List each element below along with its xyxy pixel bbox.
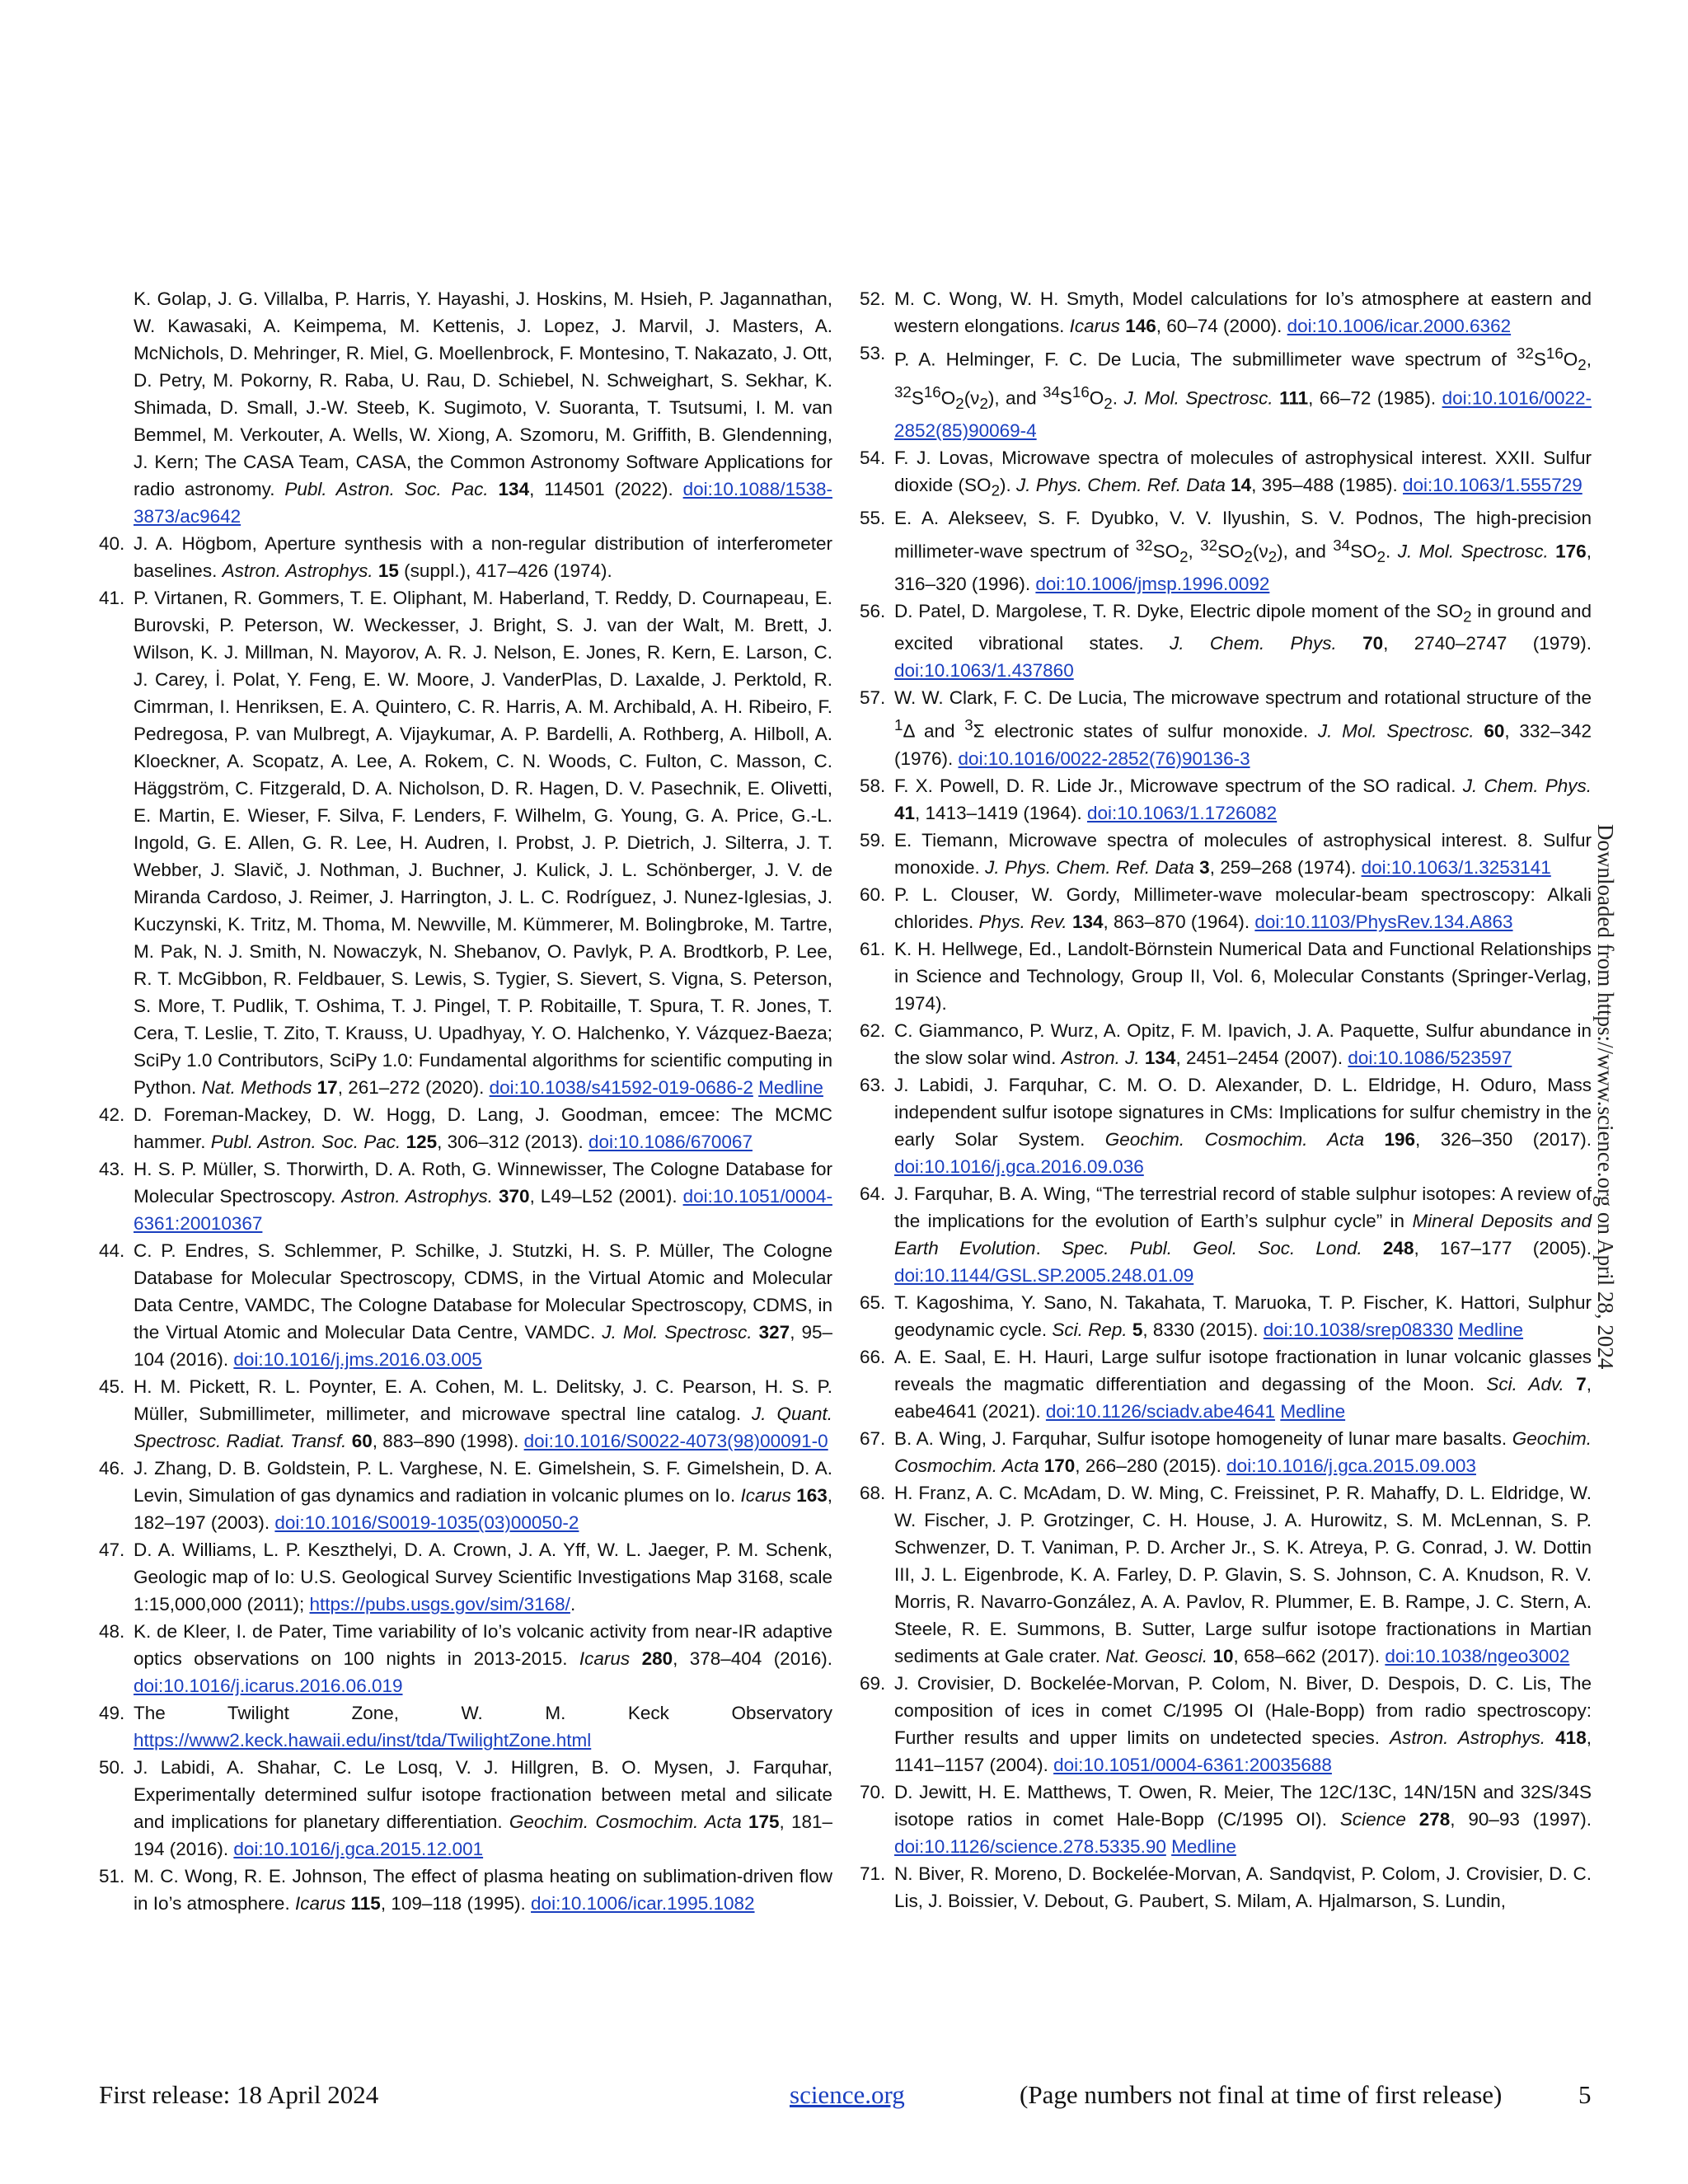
reference-text: H. M. Pickett, R. L. Poynter, E. A. Cohen, M. L. Delitsky, J. C. Pearson, H. S. P. Müller, Submillimeter, millimeter, and microwave spectral line catalog. J. Quant. Spectrosc. Radiat. Transf. 60, 883–890 (1998). doi:10.1016/S0022-4073(98)00091-0	[134, 1376, 832, 1451]
medline-link[interactable]: Medline	[1458, 1319, 1524, 1340]
doi-link[interactable]: doi:10.1126/science.278.5335.90	[894, 1835, 1166, 1857]
reference-text: J. Crovisier, D. Bockelée-Morvan, P. Colom, N. Biver, D. Despois, D. C. Lis, The composition of ices in comet C/1995 OI (Hale-Bopp) from radio spectroscopy: Further results and upper limits on undetected species. Astron. Astrophys. 418, 1141–1157 (2004). doi:10.1051/0004-6361:20035688	[894, 1672, 1592, 1775]
references-right-column	[860, 285, 1592, 1915]
reference-item	[99, 285, 832, 530]
reference-item	[99, 1155, 832, 1237]
references-left-column	[99, 285, 832, 1917]
reference-item	[99, 1863, 832, 1917]
reference-text: N. Biver, R. Moreno, D. Bockelée-Morvan, A. Sandqvist, P. Colom, J. Crovisier, D. C. Lis, J. Boissier, V. Debout, G. Paubert, S. Milam, A. Hjalmarson, S. Lundin,	[894, 1863, 1592, 1911]
reference-item	[99, 1754, 832, 1863]
page-number-note: (Page numbers not final at time of first release)	[1020, 2080, 1503, 2109]
doi-link[interactable]: doi:10.1086/523597	[1348, 1047, 1512, 1068]
reference-text: K. de Kleer, I. de Pater, Time variability of Io’s volcanic activity from near-IR adaptive optics observations on 100 nights in 2013-2015. Icarus 280, 378–404 (2016). doi:10.1016/j.icarus.2016.06.019	[134, 1621, 832, 1696]
doi-link[interactable]: doi:10.1006/jmsp.1996.0092	[1035, 573, 1270, 594]
reference-number: 66.	[860, 1346, 886, 1367]
doi-link[interactable]: doi:10.1063/1.555729	[1403, 475, 1582, 495]
reference-item	[860, 1180, 1592, 1289]
reference-number: 48.	[99, 1621, 125, 1642]
reference-number: 40.	[99, 533, 125, 554]
reference-item	[99, 1536, 832, 1618]
reference-item	[860, 1479, 1592, 1670]
reference-number: 67.	[860, 1427, 886, 1449]
reference-text: H. S. P. Müller, S. Thorwirth, D. A. Roth, G. Winnewisser, The Cologne Database for Molecular Spectroscopy. Astron. Astrophys. 370, L49–L52 (2001). doi:10.1051/0004-6361:20010367	[134, 1159, 832, 1234]
reference-number: 69.	[860, 1672, 886, 1694]
reference-number: 68.	[860, 1482, 886, 1503]
reference-item	[860, 827, 1592, 881]
reference-item	[860, 772, 1592, 827]
doi-link[interactable]: doi:10.1051/0004-6361:20010367	[134, 1186, 832, 1234]
doi-link[interactable]: doi:10.1063/1.437860	[894, 660, 1074, 681]
reference-text: J. Labidi, A. Shahar, C. Le Losq, V. J. Hillgren, B. O. Mysen, J. Farquhar, Experimentally determined sulfur isotope fractionation between metal and silicate and implications for planetary differentiation. Geochim. Cosmochim. Acta 175, 181–194 (2016). doi:10.1016/j.gca.2015.12.001	[134, 1757, 833, 1859]
reference-number: 58.	[860, 775, 886, 796]
reference-text: B. A. Wing, J. Farquhar, Sulfur isotope homogeneity of lunar mare basalts. Geochim. Cosmochim. Acta 170, 266–280 (2015). doi:10.1016/j.gca.2015.09.003	[894, 1427, 1592, 1476]
reference-number: 45.	[99, 1376, 125, 1397]
doi-link[interactable]: doi:10.1016/j.jms.2016.03.005	[233, 1349, 482, 1370]
reference-number: 63.	[860, 1074, 886, 1095]
reference-number: 43.	[99, 1159, 125, 1179]
reference-item	[99, 1618, 832, 1699]
reference-number: 60.	[860, 883, 886, 905]
reference-item	[860, 598, 1592, 685]
doi-link[interactable]: doi:10.1088/1538-3873/ac9642	[134, 479, 832, 527]
doi-link[interactable]: doi:10.1038/ngeo3002	[1385, 1645, 1570, 1666]
doi-link[interactable]: doi:10.1038/s41592-019-0686-2	[489, 1077, 753, 1098]
reference-text: P. A. Helminger, F. C. De Lucia, The submillimeter wave spectrum of $^{32}S^{16}O_2$, $^{32}S^{16}O_2(\nu_2)$, and $^{34}S^{16}O_2$. J. Mol. Spectrosc. 111, 66–72 (1985). doi:10.1016/0022-2852(85)90069-4	[894, 344, 1592, 441]
reference-item	[860, 1289, 1592, 1343]
reference-item	[860, 1071, 1592, 1180]
reference-item	[860, 935, 1592, 1017]
reference-number: 65.	[860, 1291, 886, 1313]
reference-text: W. W. Clark, F. C. De Lucia, The microwave spectrum and rotational structure of the $^1$Δ and $^3$Σ electronic states of sulfur monoxide. J. Mol. Spectrosc. 60, 332–342 (1976). doi:10.1016/0022-2852(76)90136-3	[894, 687, 1592, 769]
doi-link[interactable]: doi:10.1006/icar.2000.6362	[1287, 316, 1512, 336]
reference-item	[99, 1455, 832, 1536]
reference-text: P. Virtanen, R. Gommers, T. E. Oliphant, M. Haberland, T. Reddy, D. Cournapeau, E. Burovski, P. Peterson, W. Weckesser, J. Bright, S. J. van der Walt, M. Brett, J. Wilson, K. J. Millman, N. Mayorov, A. R. J. Nelson, E. Jones, R. Kern, E. Larson, C. J. Carey, İ. Polat, Y. Feng, E. W. Moore, J. VanderPlas, D. Laxalde, J. Perktold, R. Cimrman, I. Henriksen, E. A. Quintero, C. R. Harris, A. M. Archibald, A. H. Ribeiro, F. Pedregosa, P. van Mulbregt, A. Vijaykumar, A. P. Bardelli, A. Rothberg, A. Hilboll, A. Kloeckner, A. Scopatz, A. Lee, A. Rokem, C. N. Woods, C. Fulton, C. Masson, C. Häggström, C. Fitzgerald, D. A. Nicholson, D. R. Hagen, D. V. Pasechnik, E. Olivetti, E. Martin, E. Wieser, F. Silva, F. Lenders, F. Wilhelm, G. Young, G. A. Price, G.-L. Ingold, G. E. Allen, G. R. Lee, H. Audren, I. Probst, J. P. Dietrich, J. Silterra, J. T. Webber, J. Slavič, J. Nothman, J. Buchner, J. Kulick, J. L. Schönberger, J. V. de Miranda Cardoso, J. Reimer, J. Harrington, J. L. C. Rodríguez, J. Nunez-Iglesias, J. Kuczynski, K. Tritz, M. Thoma, M. Newville, M. Kümmerer, M. Bolingbroke, M. Tartre, M. Pak, N. J. Smith, N. Nowaczyk, N. Shebanov, O. Pavlyk, P. A. Brodtkorb, P. Lee, R. T. McGibbon, R. Feldbauer, S. Lewis, S. Tygier, S. Sievert, S. Vigna, S. Peterson, S. More, T. Pudlik, T. Oshima, T. J. Pingel, T. P. Robitaille, T. Spura, T. R. Jones, T. Cera, T. Leslie, T. Zito, T. Krauss, U. Upadhyay, Y. O. Halchenko, Y. Vázquez-Baeza; SciPy 1.0 Contributors, SciPy 1.0: Fundamental algorithms for scientific computing in Python. Nat. Methods 17, 261–272 (2020). doi:10.1038/s41592-019-0686-2 Medline	[134, 588, 832, 1098]
doi-link[interactable]: doi:10.1016/S0019-1035(03)00050-2	[274, 1512, 579, 1533]
reference-item	[860, 504, 1592, 598]
reference-text: J. Labidi, J. Farquhar, C. M. O. D. Alexander, D. L. Eldridge, H. Oduro, Mass independent sulfur isotope signatures in CMs: Implications for sulfur chemistry in the early Solar System. Geochim. Cosmochim. Acta 196, 326–350 (2017). doi:10.1016/j.gca.2016.09.036	[894, 1074, 1592, 1177]
reference-item	[860, 1670, 1592, 1779]
reference-item	[99, 584, 832, 1101]
reference-item	[860, 1779, 1592, 1860]
reference-number: 62.	[860, 1019, 886, 1041]
reference-text: K. H. Hellwege, Ed., Landolt-Börnstein Numerical Data and Functional Relationships in Science and Technology, Group II, Vol. 6, Molecular Constants (Springer-Verlag, 1974).	[894, 938, 1592, 1014]
reference-item	[860, 444, 1592, 504]
reference-item	[860, 285, 1592, 340]
doi-link[interactable]: doi:10.1006/icar.1995.1082	[531, 1893, 755, 1914]
reference-number: 71.	[860, 1863, 886, 1884]
reference-number: 57.	[860, 687, 886, 708]
reference-text: T. Kagoshima, Y. Sano, N. Takahata, T. Maruoka, T. P. Fischer, K. Hattori, Sulphur geodynamic cycle. Sci. Rep. 5, 8330 (2015). doi:10.1038/srep08330 Medline	[894, 1291, 1592, 1340]
reference-number: 54.	[860, 448, 886, 468]
doi-link[interactable]: doi:10.1038/srep08330	[1263, 1319, 1453, 1340]
reference-text: A. E. Saal, E. H. Hauri, Large sulfur isotope fractionation in lunar volcanic glasses reveals the magmatic differentiation and degassing of the Moon. Sci. Adv. 7, eabe4641 (2021). doi:10.1126/sciadv.abe4641 Medline	[894, 1346, 1592, 1422]
reference-number: 41.	[99, 588, 125, 608]
doi-link[interactable]: doi:10.1063/1.3253141	[1361, 856, 1551, 878]
reference-number: 52.	[860, 288, 886, 309]
reference-text: P. L. Clouser, W. Gordy, Millimeter-wave molecular-beam spectroscopy: Alkali chlorides. Phys. Rev. 134, 863–870 (1964). doi:10.1103/PhysRev.134.A863	[894, 883, 1592, 932]
reference-number: 64.	[860, 1183, 886, 1204]
doi-link[interactable]: doi:10.1063/1.1726082	[1086, 802, 1278, 823]
reference-item	[99, 1101, 832, 1155]
doi-link[interactable]: doi:10.1051/0004-6361:20035688	[1053, 1754, 1332, 1775]
reference-number: 47.	[99, 1540, 125, 1560]
reference-text: D. A. Williams, L. P. Keszthelyi, D. A. Crown, J. A. Yff, W. L. Jaeger, P. M. Schenk, Geologic map of Io: U.S. Geological Survey Scientific Investigations Map 3168, scale 1:15,000,000 (2011); https://pubs.usgs.gov/sim/3168/.	[134, 1540, 832, 1615]
reference-number: 61.	[860, 938, 886, 959]
doi-link[interactable]: doi:10.1016/0022-2852(85)90069-4	[894, 387, 1592, 441]
doi-link[interactable]: doi:10.1016/j.gca.2016.09.036	[894, 1155, 1144, 1177]
reference-text: H. Franz, A. C. McAdam, D. W. Ming, C. Freissinet, P. R. Mahaffy, D. L. Eldridge, W. W. Fischer, J. P. Grotzinger, C. H. House, J. A. Hurowitz, S. M. McLennan, S. P. Schwenzer, D. T. Vaniman, P. D. Archer Jr., S. K. Atreya, P. G. Conrad, J. W. Dottin III, J. L. Eigenbrode, K. A. Farley, D. P. Glavin, S. S. Johnson, C. A. Knudson, R. V. Morris, R. Navarro-González, A. A. Pavlov, R. Plummer, E. B. Rampe, J. C. Stern, A. Steele, R. E. Summons, B. Sutter, Large sulfur isotope fractionations in Martian sediments at Gale crater. Nat. Geosci. 10, 658–662 (2017). doi:10.1038/ngeo3002	[894, 1482, 1592, 1666]
doi-link[interactable]: doi:10.1144/GSL.SP.2005.248.01.09	[894, 1264, 1194, 1286]
reference-number: 70.	[860, 1781, 886, 1802]
medline-link[interactable]: Medline	[758, 1077, 823, 1098]
doi-link[interactable]: doi:10.1103/PhysRev.134.A863	[1254, 911, 1513, 932]
reference-item	[860, 1425, 1592, 1479]
release-date: First release: 18 April 2024	[99, 2080, 379, 2109]
reference-text: J. A. Högbom, Aperture synthesis with a non-regular distribution of interferometer baselines. Astron. Astrophys. 15 (suppl.), 417–426 (1974).	[134, 533, 832, 581]
reference-number: 51.	[99, 1866, 125, 1886]
reference-text: F. J. Lovas, Microwave spectra of molecules of astrophysical interest. XXII. Sulfur dioxide $(SO_2)$. J. Phys. Chem. Ref. Data 14, 395–488 (1985). doi:10.1063/1.555729	[894, 448, 1592, 499]
reference-item	[99, 1237, 832, 1373]
medline-link[interactable]: Medline	[1171, 1835, 1236, 1857]
reference-text: K. Golap, J. G. Villalba, P. Harris, Y. Hayashi, J. Hoskins, M. Hsieh, P. Jagannathan, W. Kawasaki, A. Keimpema, M. Kettenis, J. Lopez, J. Marvil, J. Masters, A. McNichols, D. Mehringer, R. Miel, G. Moellenbrock, F. Montesino, T. Nakazato, J. Ott, D. Petry, M. Pokorny, R. Raba, U. Rau, D. Schiebel, N. Schweighart, S. Sekhar, K. Shimada, D. Small, J.-W. Steeb, K. Sugimoto, V. Suoranta, T. Tsutsumi, I. M. van Bemmel, M. Verkouter, A. Wells, W. Xiong, A. Szomoru, M. Griffith, B. Glendenning, J. Kern; The CASA Team, CASA, the Common Astronomy Software Applications for radio astronomy. Publ. Astron. Soc. Pac. 134, 114501 (2022). doi:10.1088/1538-3873/ac9642	[134, 288, 832, 527]
doi-link[interactable]: doi:10.1086/670067	[588, 1132, 753, 1152]
reference-text: M. C. Wong, R. E. Johnson, The effect of plasma heating on sublimation-driven flow in Io’s atmosphere. Icarus 115, 109–118 (1995). doi:10.1006/icar.1995.1082	[134, 1866, 832, 1914]
reference-item	[860, 1860, 1592, 1915]
reference-text: E. A. Alekseev, S. F. Dyubko, V. V. Ilyushin, S. V. Podnos, The high-precision millimeter-wave spectrum of $^{32}SO_2$, $^{32}SO_2(\nu_2)$, and $^{34}SO_2$. J. Mol. Spectrosc. 176, 316–320 (1996). doi:10.1006/jmsp.1996.0092	[894, 507, 1592, 594]
reference-text: E. Tiemann, Microwave spectra of molecules of astrophysical interest. 8. Sulfur monoxide. J. Phys. Chem. Ref. Data 3, 259–268 (1974). doi:10.1063/1.3253141	[894, 829, 1592, 878]
download-notice: Downloaded from https://www.science.org on April 28, 2024	[1593, 824, 1618, 1370]
reference-number: 56.	[860, 600, 886, 621]
doi-link[interactable]: doi:10.1126/sciadv.abe4641	[1045, 1400, 1276, 1422]
reference-text: J. Zhang, D. B. Goldstein, P. L. Varghese, N. E. Gimelshein, S. F. Gimelshein, D. A. Levin, Simulation of gas dynamics and radiation in volcanic plumes on Io. Icarus 163, 182–197 (2003). doi:10.1016/S0019-1035(03)00050-2	[134, 1458, 832, 1533]
doi-link[interactable]: doi:10.1016/j.icarus.2016.06.019	[134, 1675, 403, 1696]
reference-number: 49.	[99, 1703, 125, 1723]
medline-link[interactable]: Medline	[1280, 1400, 1346, 1422]
doi-link[interactable]: doi:10.1016/j.gca.2015.09.003	[1226, 1455, 1476, 1476]
reference-text: The Twilight Zone, W. M. Keck Observatory https://www2.keck.hawaii.edu/inst/tda/TwilightZone.html	[134, 1703, 832, 1750]
reference-text: D. Jewitt, H. E. Matthews, T. Owen, R. Meier, The 12C/13C, 14N/15N and 32S/34S isotope ratios in comet Hale-Bopp (C/1995 OI). Science 278, 90–93 (1997). doi:10.1126/science.278.5335.90 Medline	[894, 1781, 1592, 1857]
reference-item	[860, 1017, 1592, 1071]
doi-link[interactable]: doi:10.1016/j.gca.2015.12.001	[233, 1839, 484, 1859]
doi-link[interactable]: https://pubs.usgs.gov/sim/3168/	[309, 1594, 570, 1615]
reference-item	[99, 530, 832, 584]
reference-item	[860, 684, 1592, 772]
reference-item	[860, 340, 1592, 444]
doi-link[interactable]: doi:10.1016/0022-2852(76)90136-3	[958, 748, 1250, 769]
reference-number: 59.	[860, 829, 886, 851]
reference-text: F. X. Powell, D. R. Lide Jr., Microwave spectrum of the SO radical. J. Chem. Phys. 41, 1413–1419 (1964). doi:10.1063/1.1726082	[894, 775, 1592, 823]
site-link[interactable]: science.org	[790, 2080, 905, 2109]
reference-text: C. Giammanco, P. Wurz, A. Opitz, F. M. Ipavich, J. A. Paquette, Sulfur abundance in the slow solar wind. Astron. J. 134, 2451–2454 (2007). doi:10.1086/523597	[894, 1019, 1592, 1068]
doi-link[interactable]: doi:10.1016/S0022-4073(98)00091-0	[523, 1431, 828, 1451]
doi-link[interactable]: https://www2.keck.hawaii.edu/inst/tda/TwilightZone.html	[134, 1730, 592, 1750]
reference-text: D. Patel, D. Margolese, T. R. Dyke, Electric dipole moment of the $SO_2$ in ground and excited vibrational states. J. Chem. Phys. 70, 2740–2747 (1979). doi:10.1063/1.437860	[894, 600, 1592, 681]
reference-item	[99, 1699, 832, 1754]
page-number: 5	[1578, 2080, 1592, 2109]
reference-number: 46.	[99, 1458, 125, 1479]
reference-number: 53.	[860, 343, 886, 363]
reference-number: 44.	[99, 1240, 125, 1261]
reference-number: 55.	[860, 507, 886, 528]
reference-item	[860, 881, 1592, 935]
reference-text: C. P. Endres, S. Schlemmer, P. Schilke, J. Stutzki, H. S. P. Müller, The Cologne Database for Molecular Spectroscopy, CDMS, in the Virtual Atomic and Molecular Data Centre, VAMDC, The Cologne Database for Molecular Spectroscopy, CDMS, in the Virtual Atomic and Molecular Data Centre, VAMDC. J. Mol. Spectrosc. 327, 95–104 (2016). doi:10.1016/j.jms.2016.03.005	[134, 1240, 832, 1370]
reference-item	[99, 1373, 832, 1455]
reference-item	[860, 1343, 1592, 1425]
reference-number: 42.	[99, 1104, 125, 1125]
reference-text: M. C. Wong, W. H. Smyth, Model calculations for Io’s atmosphere at eastern and western elongations. Icarus 146, 60–74 (2000). doi:10.1006/icar.2000.6362	[894, 288, 1592, 336]
reference-text: D. Foreman-Mackey, D. W. Hogg, D. Lang, J. Goodman, emcee: The MCMC hammer. Publ. Astron. Soc. Pac. 125, 306–312 (2013). doi:10.1086/670067	[134, 1104, 832, 1152]
reference-number: 50.	[99, 1757, 125, 1778]
reference-text: J. Farquhar, B. A. Wing, “The terrestrial record of stable sulphur isotopes: A review of the implications for the evolution of Earth’s sulphur cycle” in Mineral Deposits and Earth Evolution. Spec. Publ. Geol. Soc. Lond. 248, 167–177 (2005). doi:10.1144/GSL.SP.2005.248.01.09	[894, 1183, 1592, 1286]
